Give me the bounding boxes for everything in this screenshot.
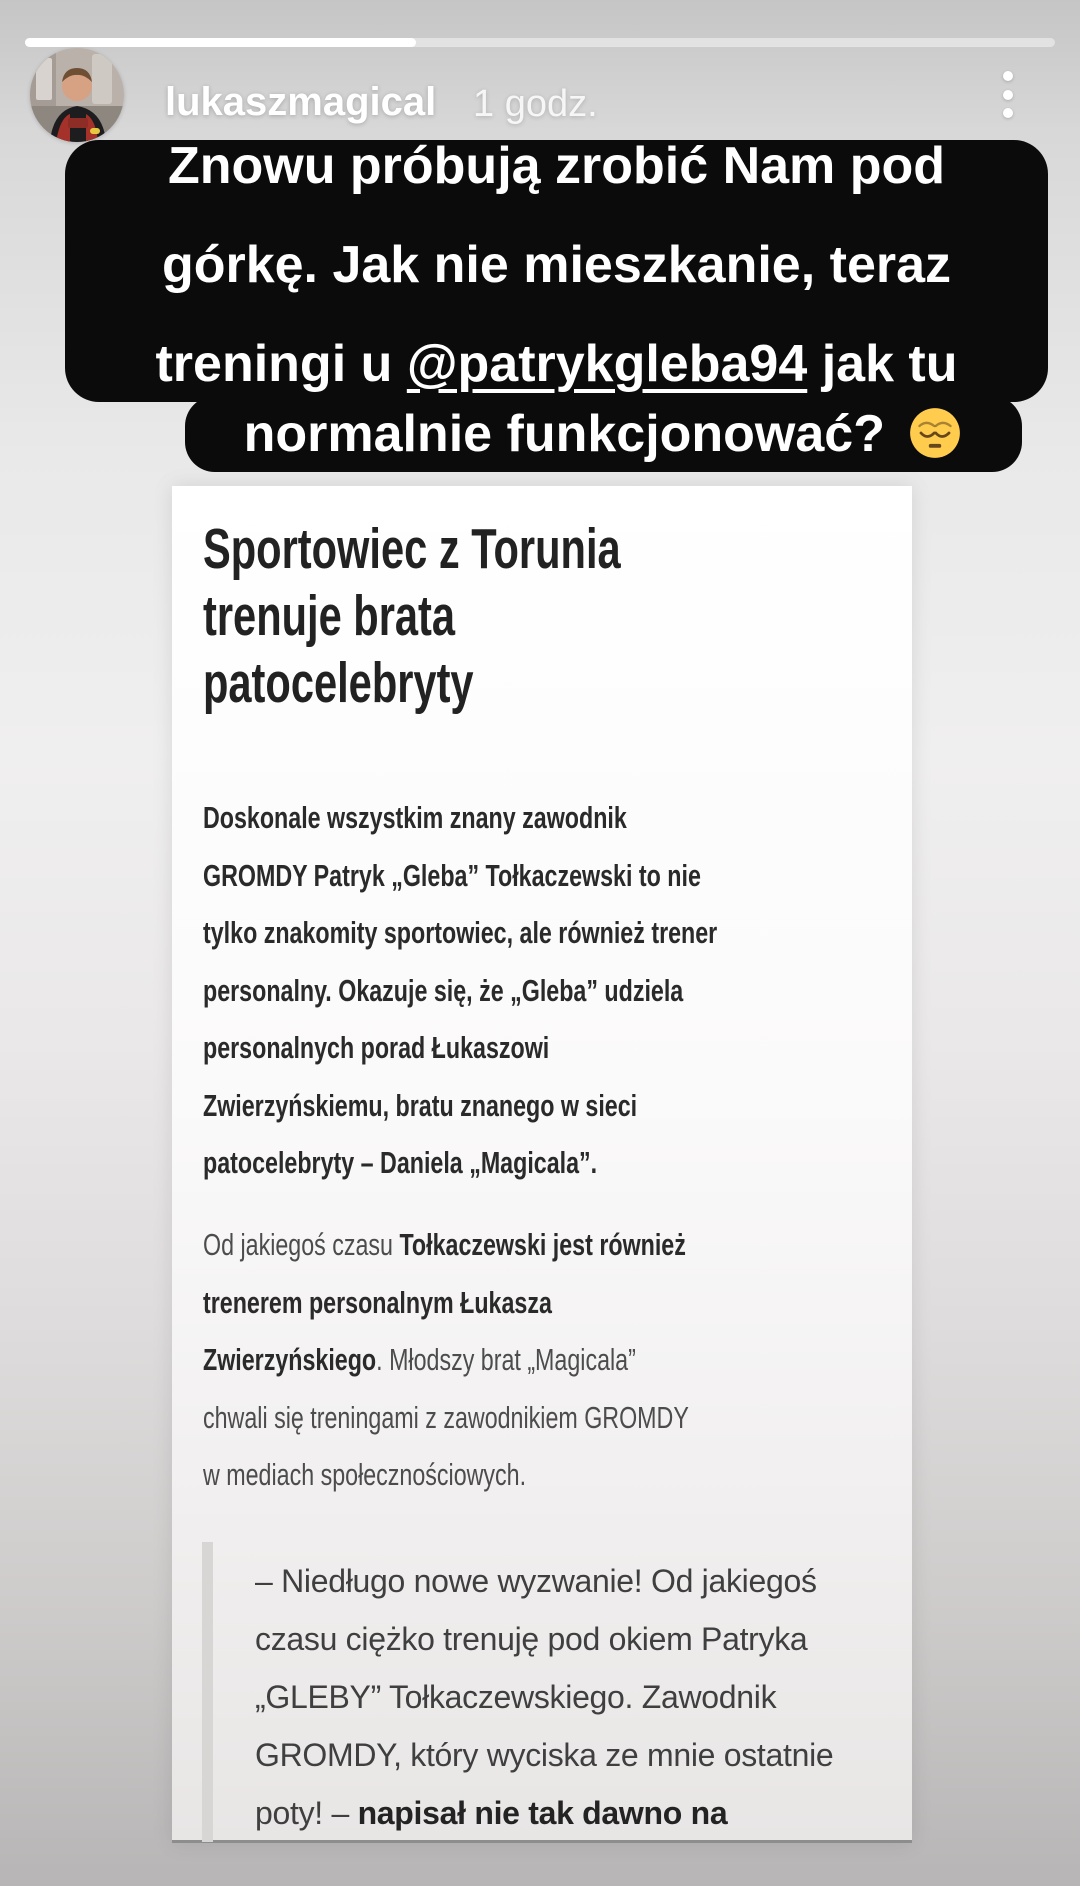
text-segment: personalny. Okazuje się, że „Gleba” udziela [203,972,684,1008]
text-segment: czasu ciężko trenuję pod okiem Patryka [255,1621,808,1657]
headline-line: trenuje brata [203,584,456,648]
text-segment: „GLEBY” Tołkaczewskiego. Zawodnik [255,1679,777,1715]
text-line [203,1019,848,1077]
dot [1003,108,1013,118]
blockquote-bar [202,1542,213,1842]
text-line [203,1331,848,1389]
text-line [203,1216,848,1274]
text-segment: GROMDY Patryk „Gleba” Tołkaczewski to nie [203,857,701,893]
text-segment: personalnych porad Łukaszowi [203,1030,550,1065]
story-username[interactable]: lukaszmagical [165,80,437,124]
text-segment: Zwierzyńskiemu, bratu znanego w sieci [203,1087,638,1123]
text-segment: patocelebryty – Daniela „Magicala”. [203,1145,598,1180]
text-line [203,1446,848,1504]
text-line [65,222,1048,321]
text-segment: . Młodszy brat „Magicala” [376,1342,636,1377]
text-line [255,1726,895,1784]
text-line [255,1610,895,1668]
text-segment: jak tu [807,334,958,393]
dot [1003,90,1013,100]
text-line [203,904,848,962]
text-segment: tylko znakomity sportowiec, ale również trener [203,915,718,950]
mention-link[interactable]: @patrykgleba94 [406,334,808,393]
text-line [203,847,848,905]
article-screenshot-card [172,486,912,1843]
text-segment: górkę. Jak nie mieszkanie, teraz [161,235,952,294]
article-second-paragraph [203,1216,848,1504]
text-line [203,1274,848,1332]
text-segment: chwali się treningami z zawodnikiem GROMDY [203,1399,689,1435]
text-line [203,1077,848,1135]
dot [1003,71,1013,81]
text-line [203,962,848,1020]
text-segment: Zwierzyńskiego [203,1342,377,1377]
text-line [255,1668,895,1726]
avatar-photo [30,48,124,142]
story-progress-bar [25,38,1055,47]
text-segment: treningi u [155,334,407,393]
text-segment: Od jakiegoś czasu [203,1227,400,1262]
text-segment: poty! – [255,1795,358,1831]
avatar[interactable] [30,48,124,142]
text-segment: Tołkaczewski jest również [399,1227,686,1262]
text-segment: – Niedługo nowe wyzwanie! Od jakiegoś [255,1563,817,1599]
text-segment: GROMDY, który wyciska ze mnie ostatnie [255,1737,834,1773]
text-segment: w mediach społecznościowych. [203,1457,527,1492]
headline-line: patocelebryty [203,651,474,715]
story-timestamp: 1 godz. [473,83,598,125]
text-line [255,1552,895,1610]
article-headline [203,516,831,717]
caption-text-sticker [65,136,1048,402]
text-segment: napisał nie tak dawno na [357,1795,728,1831]
text-line [203,1134,848,1192]
text-segment: Doskonale wszystkim znany zawodnik [203,800,627,835]
headline-line: Sportowiec z Torunia [203,517,621,581]
text-segment: trenerem personalnym Łukasza [203,1284,552,1320]
text-line [65,321,1048,420]
text-line [203,1389,848,1447]
article-blockquote [255,1552,895,1842]
text-line [65,123,1048,222]
text-segment: normalnie funkcjonować? [243,405,900,463]
more-options-icon[interactable] [984,58,1032,130]
story-progress-fill [25,38,416,47]
text-segment: Znowu próbują zrobić Nam pod [167,136,946,195]
article-lead-paragraph [203,789,848,1192]
text-line [203,789,848,847]
text-line [255,1784,895,1842]
